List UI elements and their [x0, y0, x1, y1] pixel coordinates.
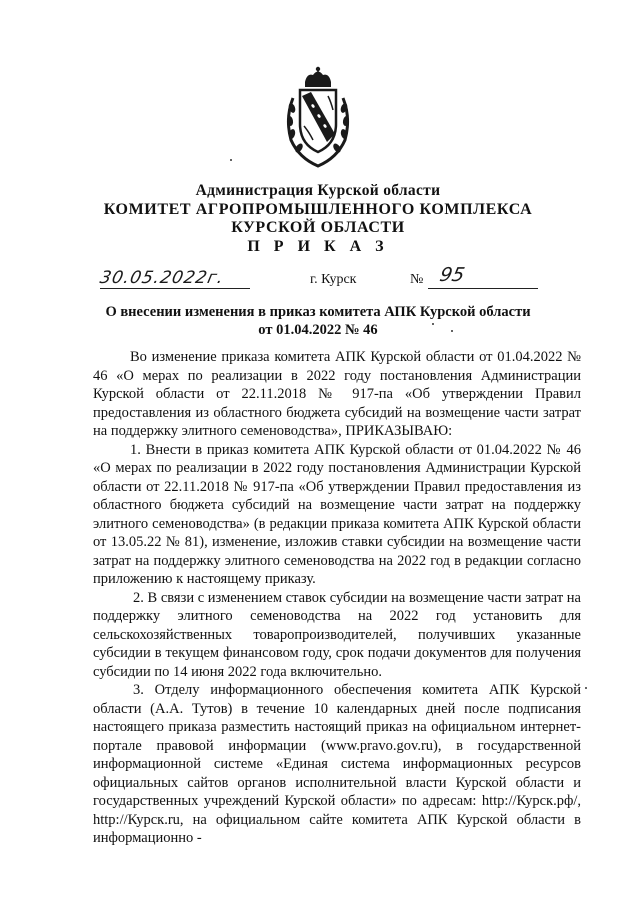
item-3-paragraph: 3. Отделу информационного обеспечения комитета АПК Курской области (А.А. Тутов) в течение 10 календарных дней после подписания настоящего приказа разместить настоящий приказ на официальном интернет-портале правовой информации (www.pravo.gov.ru), в государственной информационной системе «Единая система информационных ресурсов официальных сайтов органов исполнительной власти Курской области и государственных учреждений Курской области» по адресам: http://Курск.рф/, http://Курск.ru, на официальном сайте комитета АПК Курской области в информационно - — [93, 682, 581, 846]
number-label: № — [410, 272, 424, 287]
order-body — [93, 348, 581, 848]
administration-title: Администрация Курской области — [195, 182, 441, 199]
kursk-coat-of-arms-icon — [283, 66, 353, 170]
handwritten-number: 95 — [437, 264, 467, 286]
scan-speck — [230, 159, 232, 161]
document-type-title: П Р И К А З — [247, 238, 389, 255]
committee-title: КОМИТЕТ АГРОПРОМЫШЛЕННОГО КОМПЛЕКСА — [103, 201, 533, 218]
number-underline — [428, 288, 538, 289]
region-title: КУРСКОЙ ОБЛАСТИ — [231, 219, 405, 236]
city-label: г. Курск — [310, 272, 357, 287]
scan-speck — [585, 687, 587, 689]
handwritten-date: 30.05.2022г. — [98, 268, 227, 288]
subject-line-1: О внесении изменения в приказ комитета АПК Курской области — [105, 304, 531, 320]
item-1-paragraph: 1. Внести в приказ комитета АПК Курской области от 01.04.2022 № 46 «О мерах по реализации в 2022 году постановления Администрации Курской области от 22.11.2018 № 917-па «Об утверждении Правил предоставления из областного бюджета субсидий на возмещение части затрат на поддержку элитного семеноводства» (в редакции приказа комитета АПК Курской области от 13.05.22 № 81), изменение, изложив ставки субсидии на возмещение части затрат на поддержку элитного семеноводства на 2022 год в редакции согласно приложению к настоящему приказу. — [93, 441, 581, 587]
subject-line-2: от 01.04.2022 № 46 — [258, 322, 378, 338]
preamble-paragraph: Во изменение приказа комитета АПК Курской области от 01.04.2022 № 46 «О мерах по реализации в 2022 году постановления Администрации Курской области от 22.11.2018 № 917-па «Об утверждении Правил предоставления из областного бюджета субсидий на возмещение части затрат на поддержку элитного семеноводства», ПРИКАЗЫВАЮ: — [93, 349, 581, 439]
date-number-line — [0, 264, 636, 294]
date-underline — [100, 288, 250, 289]
scan-speck — [451, 330, 453, 332]
item-2-paragraph: 2. В связи с изменением ставок субсидии на возмещение части затрат на поддержку элитного семеноводства на 2022 год установить для сельскохозяйственных товаропроизводителей, получивших указанные субсидии в текущем финансовом году, срок подачи документов для получения субсидии по 14 июня 2022 года включительно. — [93, 589, 581, 680]
scan-speck — [432, 323, 434, 325]
